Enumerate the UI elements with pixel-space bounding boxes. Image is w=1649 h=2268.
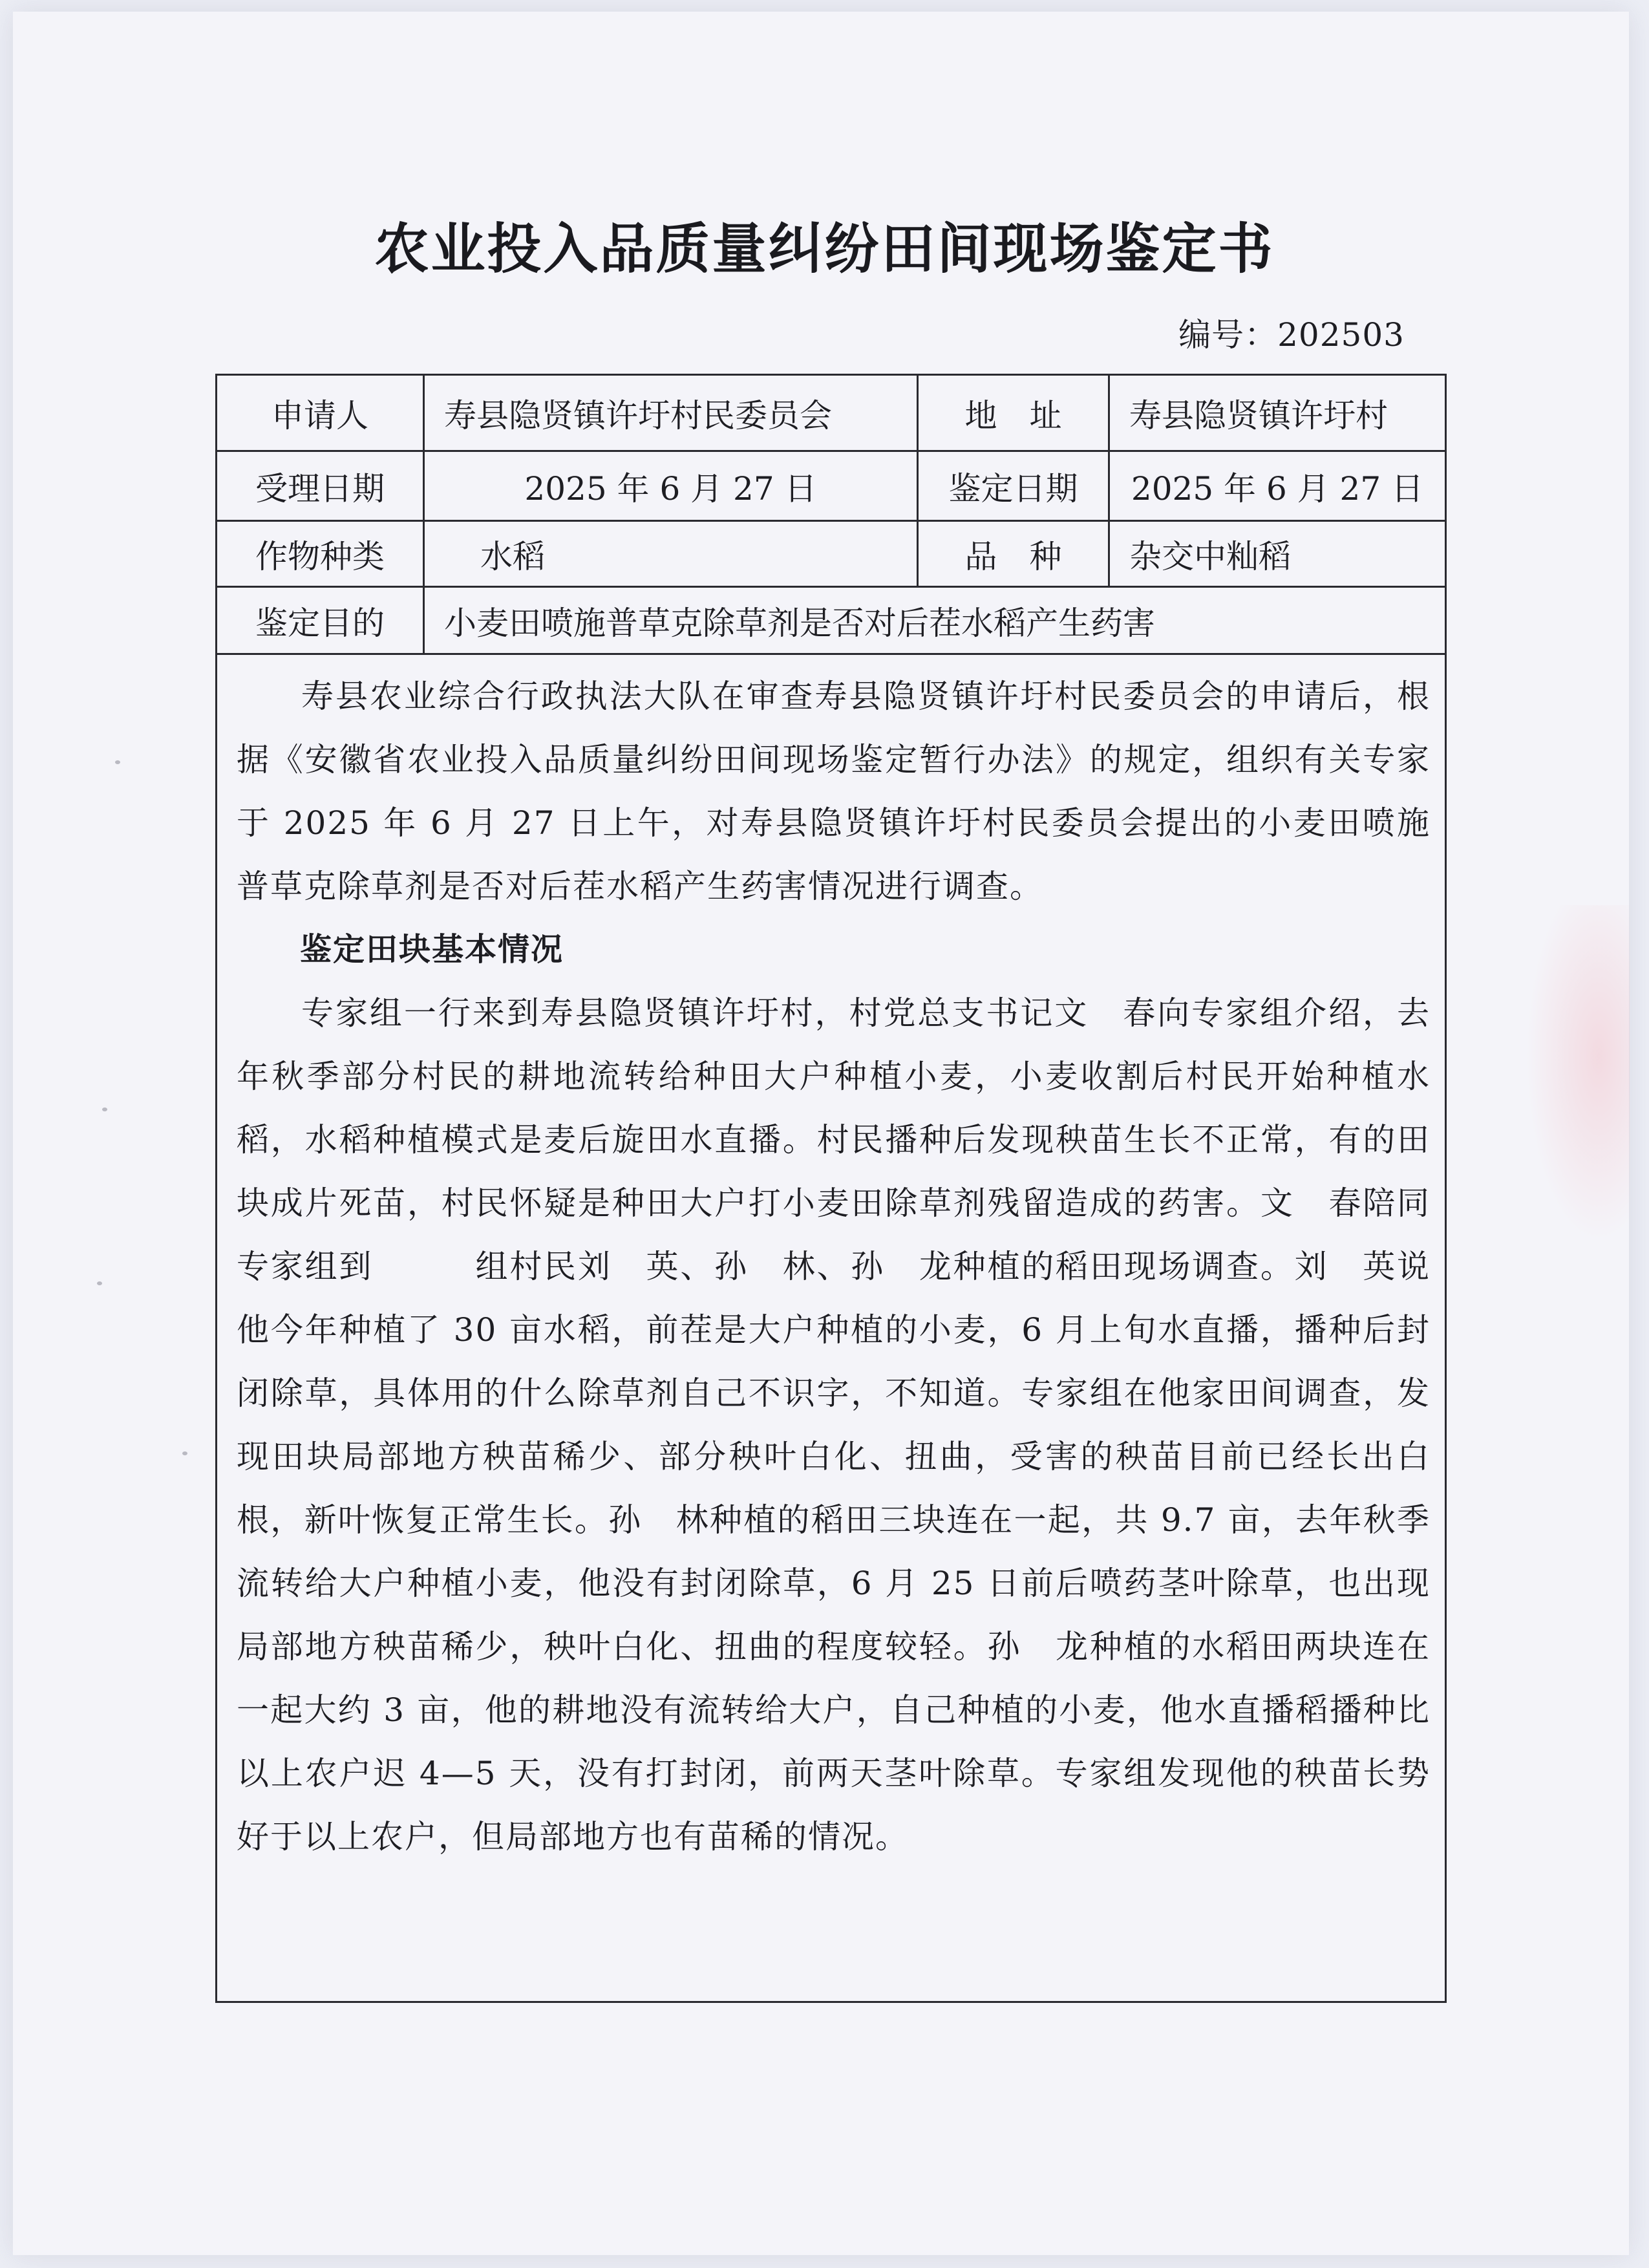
stamp-bleed-through [1526,905,1630,1241]
document-number: 编号：202503 [1178,316,1405,354]
appraisal-body [237,665,1431,1868]
scan-speck [102,1107,107,1111]
appraisal-form [215,374,1447,2003]
accept-date-label: 受理日期 [255,469,385,508]
variety-label: 品 种 [917,522,1108,586]
applicant-value: 寿县隐贤镇许圩村民委员会 [423,376,917,450]
variety-value: 杂交中籼稻 [1108,522,1445,586]
row-applicant [217,376,1445,452]
scan-speck [115,760,120,764]
appraisal-date-value: 2025 年 6 月 27 日 [1108,452,1445,520]
address-value: 寿县隐贤镇许圩村 [1108,376,1445,450]
scan-speck [182,1451,187,1455]
accept-date-value: 2025 年 6 月 27 日 [423,452,917,520]
address-label: 地 址 [917,376,1108,450]
applicant-label: 申请人 [271,396,368,434]
crop-label: 作物种类 [255,537,385,575]
section-heading: 鉴定田块基本情况 [300,931,564,968]
purpose-value: 小麦田喷施普草克除草剂是否对后茬水稻产生药害 [423,588,1445,653]
row-dates [217,452,1445,522]
document-title: 农业投入品质量纠纷田间现场鉴定书 [374,217,1275,281]
purpose-label: 鉴定目的 [255,604,385,642]
crop-value: 水稻 [423,522,917,586]
details-paragraph: 专家组一行来到寿县隐贤镇许圩村，村党总支书记文 春向专家组介绍，去年秋季部分村民的耕地流转给种田大户种植小麦，小麦收割后村民开始种植水稻，水稻种植模式是麦后旋田水直播。村民播种后发现秧苗生长不正常，有的田块成片死苗，村民怀疑是种田大户打小麦田除草剂残留造成的药害。文 春陪同专家组到 组村民刘 英、孙 林、孙 龙种植的稻田现场调查。刘 英说他今年种植了 30 亩水稻，前茬是大户种植的小麦，6 月上旬水直播，播种后封闭除草，具体用的什么除草剂自己不识字，不知道。专家组在他家田间调查，发现田块局部地方秧苗稀少、部分秧叶白化、扭曲，受害的秧苗目前已经长出白根，新叶恢复正常生长。孙 林种植的稻田三块连在一起，共 9.7 亩，去年秋季流转给大户种植小麦，他没有封闭除草，6 月 25 日前后喷药茎叶除草，也出现局部地方秧苗稀少，秧叶白化、扭曲的程度较轻。孙 龙种植的水稻田两块连在一起大约 3 亩，他的耕地没有流转给大户，自己种植的小麦，他水直播稻播种比以上农户迟 4—5 天，没有打封闭，前两天茎叶除草。专家组发现他的秧苗长势好于以上农户，但局部地方也有苗稀的情况。 [237,994,1431,1856]
scan-speck [97,1281,102,1285]
intro-paragraph: 寿县农业综合行政执法大队在审查寿县隐贤镇许圩村民委员会的申请后，根据《安徽省农业投入品质量纠纷田间现场鉴定暂行办法》的规定，组织有关专家于 2025 年 6 月 27 日上午，对寿县隐贤镇许圩村民委员会提出的小麦田喷施普草克除草剂是否对后茬水稻产生药害情况进行调查。 [237,678,1431,905]
row-crop [217,522,1445,588]
appraisal-date-label: 鉴定日期 [917,452,1108,520]
row-purpose [217,588,1445,655]
